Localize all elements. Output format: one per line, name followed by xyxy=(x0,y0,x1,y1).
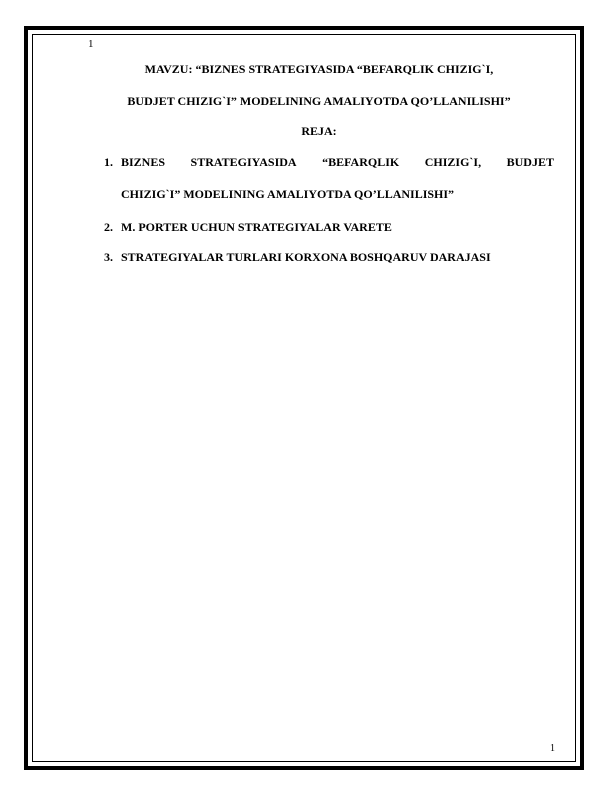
page-number: 1 xyxy=(550,743,555,754)
plan-heading: REJA: xyxy=(301,124,337,138)
plan-item-1-line-2: CHIZIG`I” MODELINING AMALIYOTDA QO’LLANILISHI” xyxy=(121,187,455,201)
plan-item-3-number: 3. xyxy=(104,250,113,264)
page-border-inner xyxy=(32,34,576,762)
plan-item-2-text: M. PORTER UCHUN STRATEGIYALAR VARETE xyxy=(121,220,392,234)
plan-item-1-word: CHIZIG`I, xyxy=(424,155,482,169)
plan-item-1-number: 1. xyxy=(104,155,113,169)
plan-item-1-word: STRATEGIYASIDA xyxy=(190,155,297,169)
plan-item-2-number: 2. xyxy=(104,220,113,234)
plan-item-1-line-1 xyxy=(121,155,554,169)
title-line-2: BUDJET CHIZIG`I” MODELINING AMALIYOTDA QO’LLANILISHI” xyxy=(127,94,511,108)
corner-mark: 1 xyxy=(88,38,94,50)
plan-item-1-word: BIZNES xyxy=(121,155,166,169)
plan-item-1-word: BUDJET xyxy=(506,155,554,169)
title-line-1: MAVZU: “BIZNES STRATEGIYASIDA “BEFARQLIK CHIZIG`I, xyxy=(144,62,494,76)
plan-item-1-word: “BEFARQLIK xyxy=(322,155,400,169)
plan-item-3-text: STRATEGIYALAR TURLARI KORXONA BOSHQARUV DARAJASI xyxy=(121,250,491,264)
